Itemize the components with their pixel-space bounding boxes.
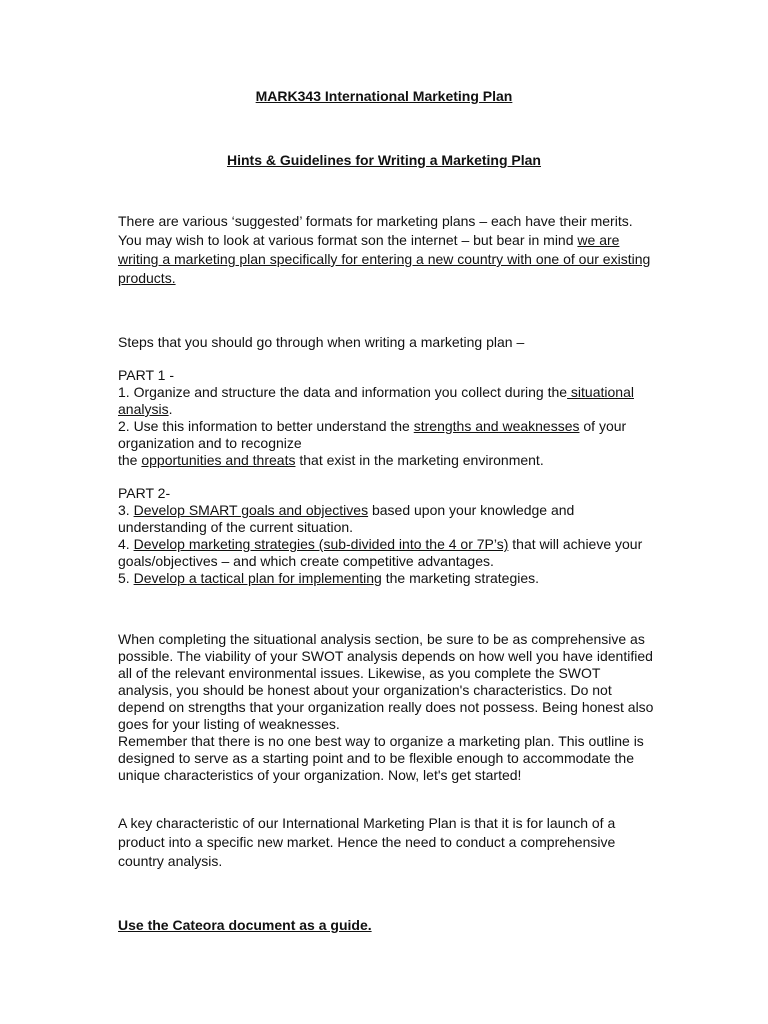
- document-subtitle: Hints & Guidelines for Writing a Marketing Plan: [226, 152, 541, 168]
- swot-paragraph: When completing the situational analysis section, be sure to be as comprehensive as possible. The viability of your SWOT analysis depends on how well you have identified all of the relevant environmental issues. Likewise, as you complete the SWOT analysis, you should be honest about your organization's characteristics. Do not depend on strengths that your organization really does not possess. Being honest also goes for your listing of weaknesses.: [118, 631, 654, 732]
- document-title: MARK343 International Marketing Plan: [255, 88, 513, 104]
- part1-section: [118, 367, 658, 469]
- part1-item-1: [118, 384, 658, 418]
- key-paragraph: A key characteristic of our International Marketing Plan is that it is for launch of a product into a specific new market. Hence the need to conduct a comprehensive country analysis.: [118, 815, 616, 869]
- intro-paragraph: [118, 212, 658, 288]
- part2-item-3: [118, 502, 658, 536]
- item2-underlined: strengths and weaknesses: [413, 418, 580, 434]
- intro-text: There are various ‘suggested’ formats for marketing plans – each have their merits. You may wish to look at various format son the internet – but bear in mind: [118, 213, 633, 248]
- part2-item-4: [118, 536, 658, 570]
- item1-text: 1. Organize and structure the data and information you collect during the: [118, 384, 568, 400]
- outline-paragraph: Remember that there is no one best way to organize a marketing plan. This outline is designed to serve as a starting point and to be flexible enough to accommodate the unique characteristics of your organization. Now, let's get started!: [118, 733, 644, 783]
- part1-item-2: [118, 418, 658, 452]
- item2-text-b: of your organization and to recognize: [118, 418, 627, 451]
- item4-num: 4.: [118, 536, 134, 552]
- item5-num: 5.: [118, 570, 134, 586]
- closing-note: Use the Cateora document as a guide.: [118, 917, 372, 933]
- swot-paragraph-block: [118, 631, 658, 784]
- item2-text-c: the: [118, 452, 142, 468]
- intro-underlined-text: we are writing a marketing plan specifically for entering a new country with one of our existing products.: [118, 232, 651, 286]
- item4-text: that will achieve your goals/objectives – and which create competitive advantages.: [118, 536, 643, 569]
- item3-text: based upon your knowledge and understanding of the current situation.: [118, 502, 575, 535]
- part2-heading: PART 2-: [118, 485, 171, 501]
- item2-underlined-2: opportunities and threats: [141, 452, 296, 468]
- item2-text-d: that exist in the marketing environment.: [295, 452, 544, 468]
- item5-underlined: Develop a tactical plan for implementing: [133, 570, 382, 586]
- steps-intro: Steps that you should go through when writing a marketing plan –: [118, 334, 525, 350]
- part2-section: [118, 485, 658, 587]
- part2-item-5: [118, 570, 658, 587]
- item3-num: 3.: [118, 502, 134, 518]
- item3-underlined: Develop SMART goals and objectives: [133, 502, 369, 518]
- item2-text: 2. Use this information to better understand the: [118, 418, 414, 434]
- item4-underlined: Develop marketing strategies (sub-divided into the 4 or 7P’s): [133, 536, 509, 552]
- item1-end: .: [168, 401, 173, 417]
- part1-heading: PART 1 -: [118, 367, 175, 383]
- item1-underlined: situational analysis: [118, 384, 634, 417]
- part1-item-2-cont: [118, 452, 658, 469]
- item5-text: the marketing strategies.: [381, 570, 540, 586]
